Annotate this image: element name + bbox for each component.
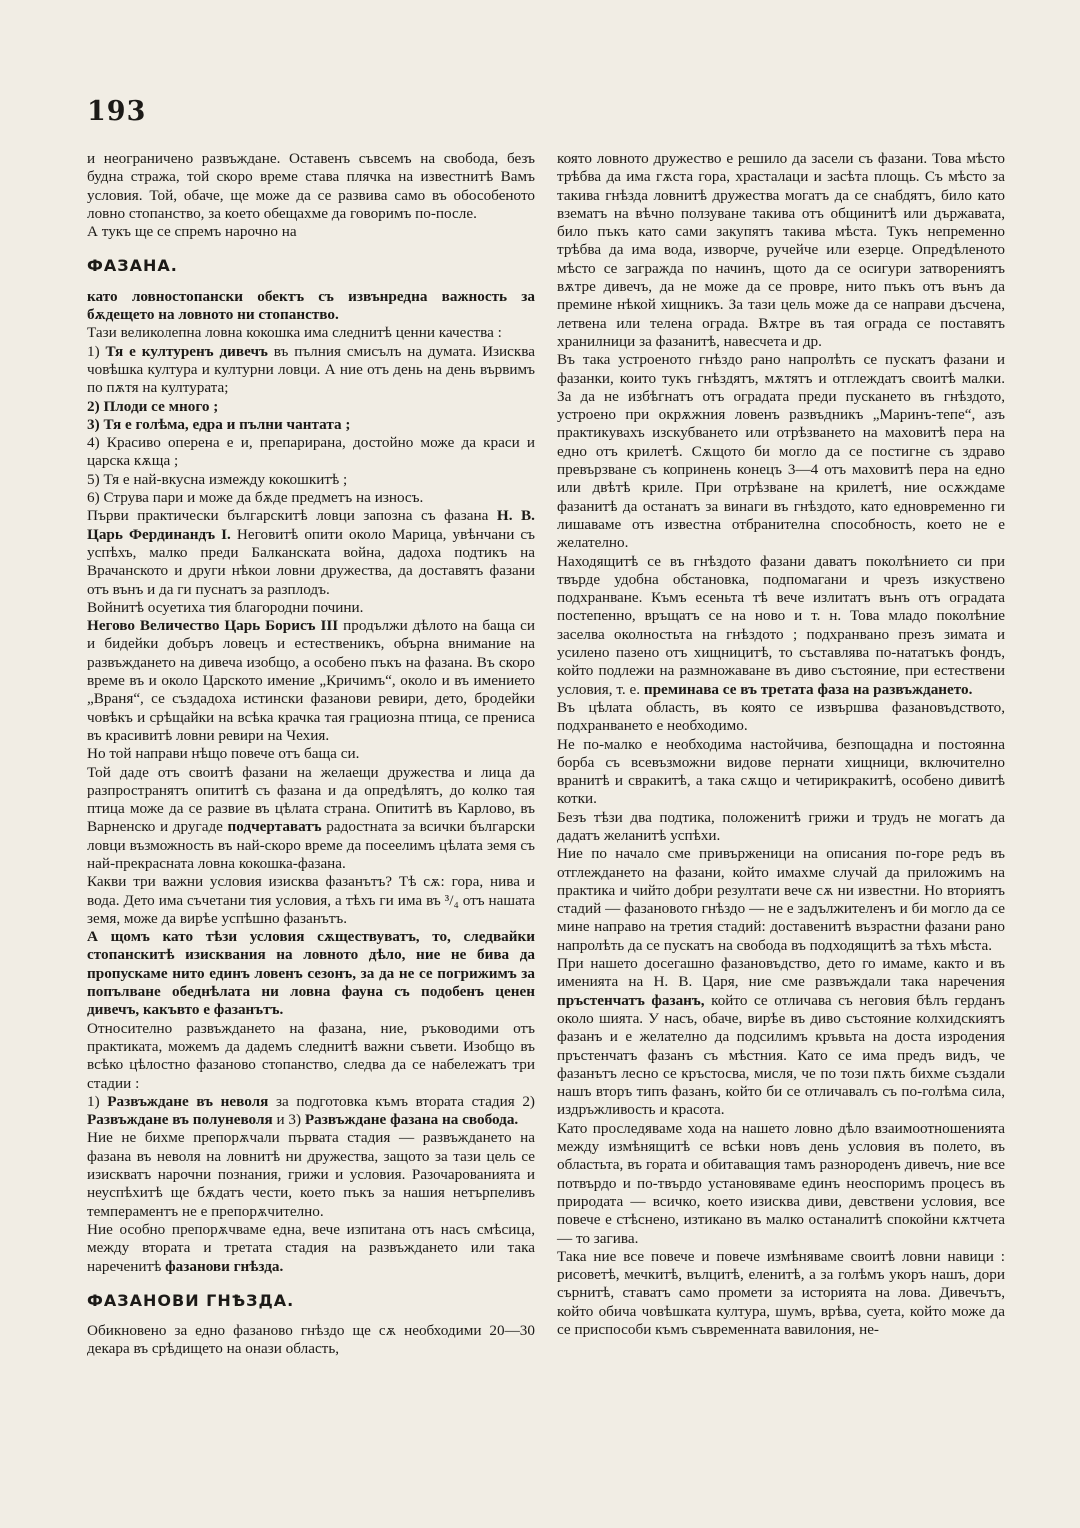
paragraph: Въ цѣлата область, въ която се извършва фазановъдството, подхранването е необходимо. [557, 698, 1005, 735]
bold-text: Развъждане въ неволя [107, 1092, 269, 1110]
bold-text: Н. В. Царь Фердинандъ I. [87, 507, 535, 543]
paragraph: Обикновено за едно фазаново гнѣздо ще сѫ необходими 20—30 декара въ срѣдището на онази область, [87, 1322, 535, 1358]
bold-text: пръстенчатъ фазанъ, [557, 991, 705, 1009]
paragraph: Така ние все повече и повече измѣняваме своитѣ ловни навици : рисоветѣ, мечкитѣ, вълцитѣ, еленитѣ, а за голѣмъ укоръ нашъ, дори сърнитѣ, ставатъ само промети за историята на лова. Дивечътъ, който обича човѣшката култура, шумъ, врѣва, суета, който може да се приспособи къмъ съвременната вавилония, не- [557, 1247, 1005, 1338]
text: Неговитѣ опити около Марица, увѣнчани съ успѣхъ, малко преди Балканската война, дадоха подтикъ на Врачанското и други нѣкои ловни дружества, да доставятъ фазани отъ вънъ и да ги пуснатъ за разплодъ. [87, 525, 535, 598]
list-item: 2) Плоди се много ; [87, 397, 219, 415]
paragraph: която ловното дружество е решило да засели съ фазани. Това мѣсто трѣбва да има гѫста гора, храсталаци и засѣта площь. Съ мѣсто за такива гнѣзда ловнитѣ дружества могатъ да се снабдятъ, било като взематъ на вѣчно ползуване такива отъ общинитѣ или държавата, било пъкъ като сами закупятъ такива мѣста. Тукъ непременно трѣбва да има вода, изворче, ручейче или езерце. Опредѣленото мѣсто се заграждa по начинъ, щото да се осигури затворениятъ вѫтре дивечъ, да не може да се провре, нито пъкъ отъ вънъ да премине нѣкой хищникъ. За тази цель може да се направи дъсчена, летвена или телена ограда. Вѫтре въ тая ограда се поставятъ хранилници за фазанитѣ, навесчета и др. [557, 150, 1005, 350]
paragraph: А тукъ ще се спремъ нарочно на [87, 223, 297, 241]
paragraph: Въ така устроеното гнѣздо рано напролѣть се пускатъ фазани и фазанки, които тукъ гнѣздятъ, мѫтятъ и отглеждатъ своитѣ малки. За да не избѣгнатъ отъ оградата преди пускането въ гнѣздото, устроено при окрѫжния ловенъ развъдникъ „Маринъ-тепе“, азъ практикувахъ изскубването или отрѣзването на маховитѣ пера на едно отъ крилетѣ. Сѫщото би могло да се постигне съ здраво превързване съ копринень конецъ 3—4 отъ маховитѣ пера на едно или двѣтѣ криле. При отрѣзване на крилетѣ, ние осѫждаме фазанитѣ да останатъ за винаги въ гнѣздото, като едновременно ги лишаваме отъ известна отбранителна способность, което не е желателно. [557, 351, 1005, 552]
paragraph [87, 617, 535, 745]
paragraph [87, 764, 535, 874]
paragraph: Безъ тѣзи два подтика, положенитѣ грижи и трудъ не могатъ да дадатъ желанитѣ успѣхи. [557, 808, 1005, 844]
bold-text: подчертаватъ [227, 818, 322, 836]
lead-paragraph: като ловностопански обектъ съ извънредна важность за бѫдещето на ловното ни стопанство. [87, 287, 535, 324]
heading-fazana: ФАЗАНА. [87, 256, 178, 276]
text: Ние особно препорѫчваме една, вече изпитана отъ насъ смѣсица, между втората и третата стадия на развъждането или така нареченитѣ [87, 1220, 535, 1275]
paragraph: Тази великолепна ловна кокошка има следнитѣ ценни качества : [87, 324, 502, 342]
list-item [87, 343, 535, 398]
paragraph [87, 507, 535, 598]
text: за подготовка къмъ втората стадия 2) [268, 1092, 535, 1110]
paragraph: Не по-малко е необходима настойчива, безпощадна и постоянна борба съ всевъзможни видове пернати хищници, включително вранитѣ и свракитѣ, а така сѫщо и четирикракитѣ, особено дивитѣ котки. [557, 735, 1005, 808]
paragraph [87, 1221, 535, 1276]
text: Находящитѣ се въ гнѣздото фазани даватъ поколѣнието си при твърде удобна обстановка, подпомагани и чрезъ изкуствено подхранване. Къмъ есеньта тѣ вече излитатъ вънъ отъ оградата постепенно, връщатъ се на ново и т. н. Това младо поколѣние заселва околностьта на гнѣздото ; подхранвано презъ зимата и усилено пазено отъ хищницитѣ, то съставлява по-нататъкъ фондъ, който подлежи на размножаване въ диво състояние, при естествени условия, т. е. [557, 552, 1005, 698]
paragraph [87, 1093, 535, 1130]
bold-text: преминава се въ третата фаза на развъждането. [643, 680, 973, 698]
paragraph: и неограничено развъждане. Оставенъ съвсемъ на свобода, безъ будна стража, той скоро време става плячка на известнитѣ Вамъ условия. Той, обаче, ще може да се развива само въ обособеното ловно стопанство, за което обещахме да говоримъ по-после. [87, 150, 535, 222]
paragraph: Ние по начало сме привърженици на описания по-горе редъ въ отглеждането на фазани, който имахме случай да приложимъ на практика и чийто добри резултати вече сѫ ни известни. Но вториятъ стадий — фазановото гнѣздо — не е задължителенъ и би могло да се мине направо на третия стадий: доставенитѣ възрастни фазани рано напролѣть да се пускатъ на свобода въ подходящитѣ за тѣхъ мѣста. [557, 845, 1005, 954]
text: Той даде отъ своитѣ фазани на желаещи дружества и лица да разпространятъ опититѣ съ фазана и да опредѣлятъ, до колко тая птица може да се развие въ цѣлата страна. Опититѣ въ Карлово, въ Варненско и другаде [87, 763, 535, 836]
list-item-number: 1) [87, 342, 100, 360]
list-item: 3) Тя е голѣма, едра и пълни чантата ; [87, 415, 351, 433]
heading-gnezda: ФАЗАНОВИ ГНѢЗДА. [87, 1290, 295, 1310]
text: радостната за всички български ловци възможность въ най-скоро време да посеелимъ цѣлата земя съ най-прекрасната ловна кокошка-фазана. [87, 818, 535, 872]
paragraph: Но той направи нѣщо повече отъ баща си. [87, 745, 360, 763]
page-number: 193 [87, 96, 147, 127]
list-item: 5) Тя е най-вкусна измежду кокошкитѣ ; [87, 470, 348, 488]
list-item-text: въ пълния смисълъ на думата. Изисква човѣшка култура и културни ловци. А ние отъ день на день вървимъ по пѫтя на културата; [87, 342, 536, 397]
text: продължи дѣлото на баща си и бидейки добъръ ловецъ и естественикъ, обърна внимание на развъждането на дивеча изобщо, а особено пъкъ на фазана. Въ скоро време въ и около Царското имение „Кричимъ“, около и въ имението „Враня“, се създадоха истински фазанови ревири, дето, бродейки човѣкъ и срѣщайки на всѣка крачка тая грациозна птица, се прениса въ красивитѣ ловни ревири на Чехия. [87, 617, 535, 744]
list-item-bold: Тя е културенъ дивечъ [105, 342, 268, 360]
bold-text: Негово Величество Царь Борисъ III [87, 617, 339, 635]
paragraph: Като проследяваме хода на нашето ловно дѣло взаимоотношенията между измѣнящитѣ се всѣки новъ день условия въ полето, въ областьта, въ гората и обитаващия тамъ разнороденъ дивечъ, ние все потвърдо и по-твърдо установяваме единъ неоспоримъ процесъ въ природата — всичко, което изисква диви, девствени условия, все повече е стѣснено, изтикано въ малко останалитѣ спокойни кѫтчета — то загива. [557, 1119, 1005, 1247]
text: 1) [87, 1092, 108, 1110]
list-item: 4) Красиво оперена е и, препарирана, достойно може да краси и царска кѫща ; [87, 434, 535, 470]
text: който се отличава съ неговия бѣлъ герданъ около шията. У насъ, обаче, вирѣе въ диво състояние колхидскиятъ фазанъ и е желателно да подсилимъ кръвьта на доста изродения пръстенчатъ фазанъ съ мѣстния. Като се има предъ видъ, че фазанътъ лесно се кръстосва, мисля, че по този пѫть бихме създали нашъ вторъ типъ фазанъ, който би се отличавалъ съ по-голѣма сила, издръжливость и красота. [557, 991, 1005, 1119]
paragraph [557, 955, 1005, 1120]
paragraph: Войнитѣ осуетиха тия благородни почини. [87, 598, 364, 616]
text: и 3) [272, 1111, 305, 1129]
left-column [87, 150, 535, 1359]
paragraph: Относително развъждането на фазана, ние, ръководими отъ практиката, можемъ да дадемъ следнитѣ важни съвети. Изобщо въ всѣко цѣлостно фазаново стопанство, следва да се набележатъ три стадии : [87, 1019, 535, 1092]
text: Първи практически българскитѣ ловци запозна съ фазана [87, 507, 497, 525]
bold-text: Развъждане въ полуневоля [87, 1111, 273, 1129]
bold-text: Развъждане фазана на свобода. [304, 1111, 519, 1129]
paragraph: Ние не бихме препорѫчали първата стадия — развъждането на фазана въ неволя на ловнитѣ ни дружества, защото за тази цель се изискватъ нарочни познания, грижи и условия. Разочарованията и неуспѣхитѣ ще бѫдатъ чести, което пъкъ за нашия нетърпеливъ темпераментъ не е препорѫчително. [87, 1129, 535, 1220]
bold-text: фазанови гнѣзда. [165, 1257, 284, 1275]
right-column [557, 150, 1005, 1339]
list-item: 6) Струва пари и може да бѫде предметъ на износъ. [87, 489, 424, 507]
paragraph [557, 553, 1005, 699]
paragraph: Какви три важни условия изисква фазанътъ? Тѣ сѫ: гора, нива и вода. Дето има съчетани тия условия, а тѣхъ ги има въ ³/₄ отъ нашата земя, може да вирѣе успѣшно фазанътъ. [87, 873, 535, 927]
bold-paragraph: А щомъ като тѣзи условия сѫществуватъ, то, следвайки стопанскитѣ изисквания на ловното дѣло, ние не бива да пропускаме нито единъ ловенъ сезонъ, за да не се погрижимъ за попълване обеднѣлата ни ловна фауна съ подобенъ ценен дивечъ, какъвто е фазанътъ. [87, 928, 535, 1019]
text: При нашето досегашно фазановъдство, дето го имаме, както и въ именията на Н. В. Царя, ние сме развъждали така наречения [557, 955, 1005, 991]
